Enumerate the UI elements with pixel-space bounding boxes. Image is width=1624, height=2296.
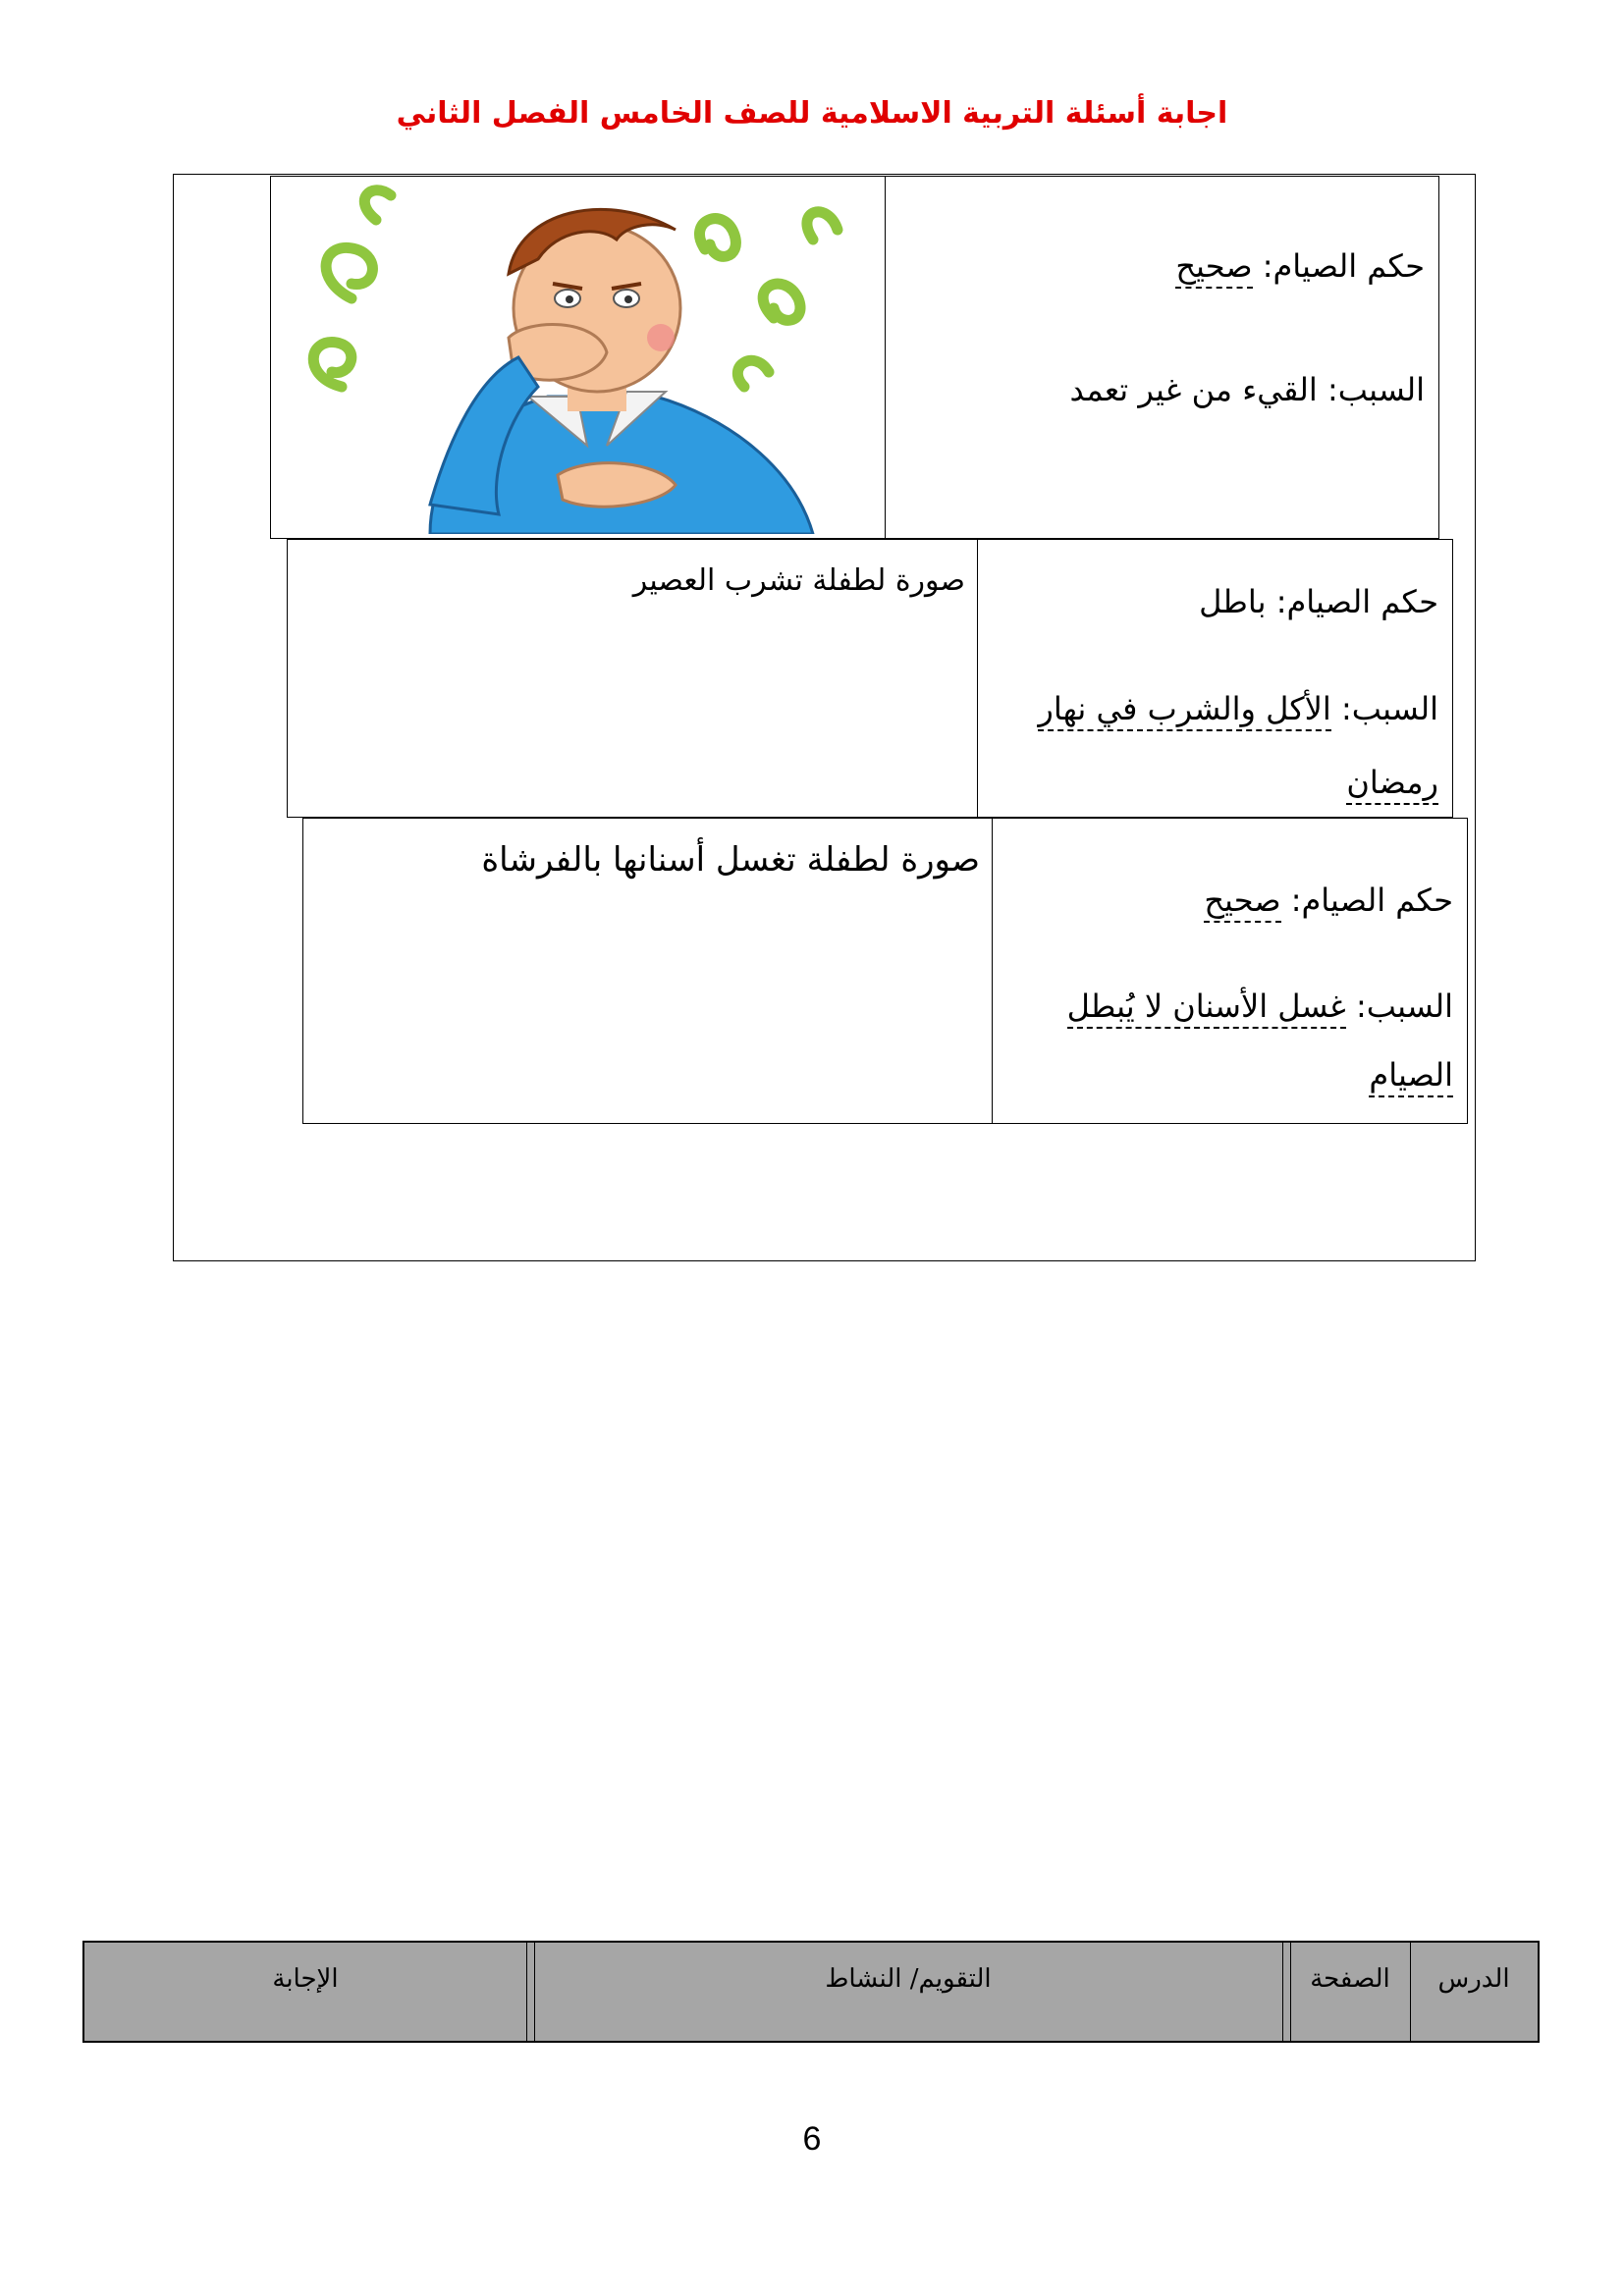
reason-line-2 — [1346, 764, 1438, 801]
reason-label: السبب: — [1340, 690, 1438, 727]
reason-line — [1038, 690, 1438, 727]
page-number: 6 — [802, 2120, 822, 2158]
footer-col-activity: التقويم/ النشاط — [825, 1964, 992, 1994]
footer-col-answer: الإجابة — [272, 1964, 339, 1994]
image-cell — [303, 819, 993, 1123]
reason-value-line2: الصيام — [1369, 1056, 1453, 1097]
reason-value-line1: الأكل والشرب في نهار — [1038, 690, 1330, 731]
reason-value-line2: رمضان — [1346, 764, 1438, 805]
page-title: اجابة أسئلة التربية الاسلامية للصف الخامس الفصل الثاني — [396, 96, 1228, 131]
footer-col-page: الصفحة — [1310, 1964, 1390, 1994]
text-cell — [978, 540, 1452, 817]
text-cell — [993, 819, 1467, 1123]
reason-label: السبب: — [1355, 988, 1453, 1025]
reason-line — [1070, 371, 1425, 408]
text-cell — [886, 177, 1438, 538]
ruling-value: صحيح — [1204, 881, 1280, 923]
sick-man-vomiting-icon — [283, 181, 872, 534]
reason-value-line1: غسل الأسنان لا يُبطل — [1067, 988, 1346, 1029]
image-cell — [288, 540, 978, 817]
footer-table — [82, 1941, 1540, 2043]
reason-label: السبب: — [1326, 371, 1425, 408]
image-cell — [271, 177, 886, 538]
image-caption: صورة لطفلة تغسل أسنانها بالفرشاة — [481, 840, 980, 880]
case-box-3 — [302, 818, 1468, 1124]
footer-col-lesson: الدرس — [1437, 1964, 1510, 1994]
reason-value: القيء من غير تعمد — [1069, 371, 1318, 408]
reason-line-2 — [1369, 1056, 1453, 1094]
ruling-line — [1199, 583, 1438, 620]
ruling-label: حكم الصيام: — [1262, 247, 1425, 285]
ruling-label: حكم الصيام: — [1290, 881, 1453, 919]
ruling-value: صحيح — [1175, 247, 1252, 289]
reason-line — [1067, 988, 1453, 1025]
ruling-line — [1175, 247, 1425, 285]
image-caption: صورة لطفلة تشرب العصير — [632, 563, 965, 598]
ruling-label: حكم الصيام: — [1275, 583, 1438, 620]
ruling-line — [1204, 881, 1453, 919]
case-box-2 — [287, 539, 1453, 818]
case-box-1 — [270, 176, 1439, 539]
ruling-value: باطل — [1199, 583, 1267, 620]
